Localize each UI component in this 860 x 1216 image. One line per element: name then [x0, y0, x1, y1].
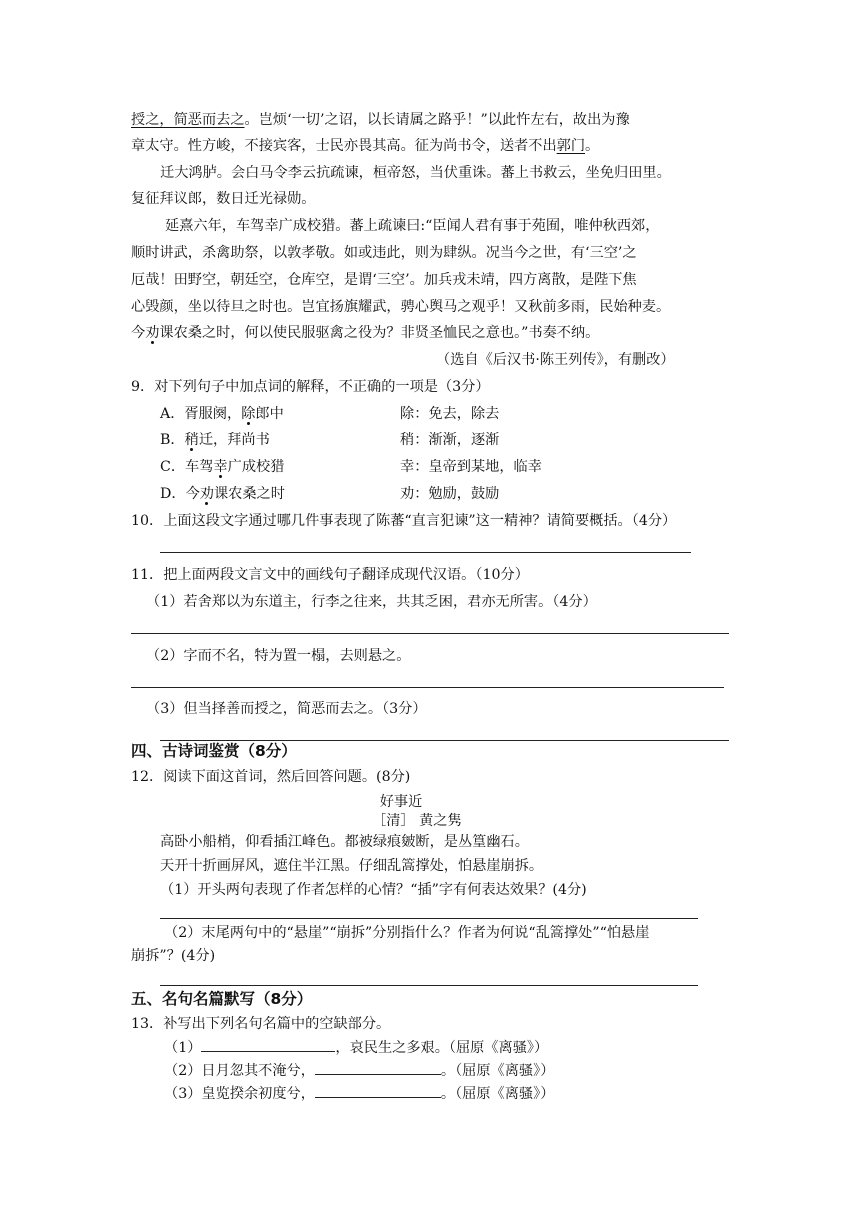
dotted-char: 稍 — [184, 432, 199, 448]
answer-line[interactable] — [131, 687, 724, 688]
question-13-stem: 13．补写出下列名句名篇中的空缺部分。 — [131, 1016, 391, 1032]
passage-line: 心毁颜，坐以待旦之时也。岂宜扬旗耀武，骋心舆马之观乎！又秋前多雨，民始种麦。 — [131, 299, 671, 315]
question-12-sub2: （2）末尾两句中的“悬崖”“崩拆”分别指什么？作者为何说“乱篙撑处”“怕悬崖 — [164, 925, 650, 941]
poem-title: 好事近 — [379, 794, 423, 810]
fill-item-1: （1） ，哀民生之多艰。（屈原《离骚》） — [164, 1037, 548, 1058]
underlined-word: 郭门 — [556, 138, 586, 154]
passage-line: 厄哉！田野空，朝廷空，仓库空，是谓‘三空’。加兵戎未靖，四方离散，是陛下焦 — [131, 272, 637, 288]
question-11-stem: 11．把上面两段文言文中的画线句子翻译成现代汉语。（10分） — [131, 567, 529, 583]
question-12-stem: 12．阅读下面这首词，然后回答问题。(8分) — [131, 769, 411, 785]
dotted-char: 劝 — [145, 325, 160, 341]
question-11-sub2: （2）字而不名，特为置一榻，去则悬之。 — [146, 648, 411, 664]
option-c: C．车驾幸广成校猎 — [160, 459, 285, 475]
option-a: A．胥服阕，除郎中 — [160, 406, 284, 422]
section-4-heading: 四、古诗词鉴赏（8分） — [131, 742, 297, 760]
option-b: B．稍迁，拜尚书 — [160, 432, 270, 448]
fill-blank[interactable] — [315, 1060, 441, 1075]
question-11-sub3: （3）但当择善而授之，简恶而去之。（3分） — [146, 701, 427, 717]
fill-item-3: （3）皇览揆余初度兮， 。（屈原《离骚》） — [164, 1083, 554, 1104]
question-9-stem: 9．对下列句子中加点词的解释，不正确的一项是（3分） — [131, 379, 490, 395]
poem-line: 天开十折画屏风，遮住半江黑。仔细乱篙撑处，怕悬崖崩拆。 — [160, 858, 544, 874]
question-11-sub1: （1）若舍郑以为东道主，行李之往来，共其乏困，君亦无所害。（4分） — [146, 594, 597, 610]
dotted-char: 劝 — [199, 486, 214, 502]
passage-source: （选自《后汉书·陈王列传》，有删改） — [436, 352, 675, 368]
poem-author: ［清］ 黄之隽 — [372, 813, 462, 829]
question-12-sub2-cont: 崩拆”？(4分) — [131, 948, 216, 964]
answer-line[interactable] — [160, 985, 698, 986]
passage-line: 复征拜议郎，数日迁光禄勋。 — [131, 191, 316, 207]
passage-line: 今劝课农桑之时，何以使民服驱禽之役为？非贤圣恤民之意也。”书奏不纳。 — [131, 325, 600, 341]
fill-blank[interactable] — [201, 1037, 335, 1052]
option-b-gloss: 稍：渐渐，逐渐 — [400, 432, 500, 448]
option-c-gloss: 幸：皇帝到某地，临幸 — [400, 459, 542, 475]
passage-line: 授之，简恶而去之。岂烦‘一切’之诏，以长请属之路乎！”以此忤左右，故出为豫 — [131, 112, 630, 128]
passage-line: 延熹六年，车驾幸广成校猎。蕃上疏谏曰:“臣闻人君有事于苑囿，唯仲秋西郊， — [165, 218, 660, 234]
fill-item-2: （2）日月忽其不淹兮， 。（屈原《离骚》） — [164, 1060, 554, 1081]
option-a-gloss: 除：免去，除去 — [400, 406, 500, 422]
dotted-char: 除 — [241, 406, 256, 422]
section-5-heading: 五、名句名篇默写（8分） — [131, 990, 313, 1008]
question-12-sub1: （1）开头两句表现了作者怎样的心情？“插”字有何表达效果？(4分) — [160, 882, 587, 898]
passage-line: 章太守。性方峻，不接宾客，士民亦畏其高。征为尚书令，送者不出郭门。 — [131, 138, 600, 154]
underlined-sentence: 授之，简恶而去之 — [131, 112, 245, 128]
answer-line[interactable] — [160, 918, 698, 919]
poem-line: 高卧小船梢，仰看插江峰色。都被绿痕皴断，是丛篁幽石。 — [160, 834, 529, 850]
answer-line[interactable] — [160, 552, 691, 553]
passage-line: 迁大鸿胪。会白马令李云抗疏谏，桓帝怒，当伏重诛。蕃上书救云，坐免归田里。 — [160, 165, 671, 181]
fill-blank[interactable] — [315, 1083, 441, 1098]
option-d-gloss: 劝：勉励，鼓励 — [400, 486, 500, 502]
dotted-char: 幸 — [213, 459, 228, 475]
passage-line: 顺时讲武，杀禽助祭，以敦孝敬。如或违此，则为肆纵。况当今之世，有‘三空’之 — [131, 245, 637, 261]
question-10-stem: 10．上面这段文字通过哪几件事表现了陈蕃“直言犯谏”这一精神？请简要概括。（4分） — [131, 513, 677, 529]
answer-line[interactable] — [131, 633, 729, 634]
option-d: D．今劝课农桑之时 — [160, 486, 285, 502]
